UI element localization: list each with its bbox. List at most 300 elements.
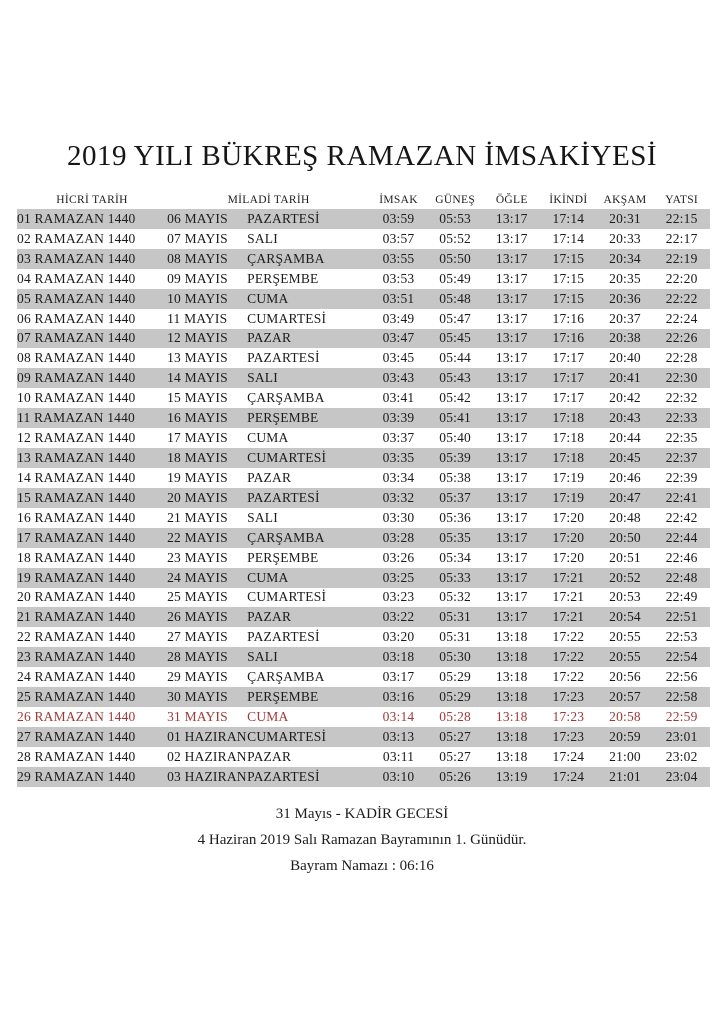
time-cell: 03:34 [382,469,415,485]
miladi-date-cell: 18 MAYIS [167,448,247,468]
time-cell: 22:15 [653,209,710,229]
time-cell: 17:17 [552,390,585,406]
time-cell: 05:43 [427,368,484,388]
time-cell: 20:55 [597,647,654,667]
time-cell: 22:17 [665,230,698,246]
hicri-date-cell: 18 RAMAZAN 1440 [17,549,136,565]
time-cell: 05:31 [427,607,484,627]
col-header-ogle: ÖĞLE [495,194,528,206]
time-cell: 05:28 [439,709,472,724]
miladi-date-cell: 09 MAYIS [167,270,228,286]
time-cell: 03:18 [370,647,427,667]
time-cell: 22:48 [653,568,710,588]
time-cell: 05:32 [439,589,472,605]
time-cell: 20:40 [609,350,641,366]
table-row [17,747,710,767]
time-cell: 13:17 [483,329,540,349]
bayram-day-note: 4 Haziran 2019 Salı Ramazan Bayramının 1. Günüdür. [197,832,527,848]
miladi-date-cell: 21 MAYIS [167,509,228,525]
time-cell: 20:38 [597,329,654,349]
hicri-date-cell: 04 RAMAZAN 1440 [17,270,136,286]
time-cell: 22:59 [665,709,698,724]
time-cell: 03:11 [382,748,415,764]
hicri-date-cell: 13 RAMAZAN 1440 [17,448,167,468]
time-cell: 17:22 [552,669,585,685]
table-row [17,607,710,627]
table-row [17,707,710,727]
col-header-ikindi: İKİNDİ [549,194,588,206]
time-cell: 05:29 [427,687,484,707]
col-header-hicri-tarih: HİCRİ TARİH [56,194,128,206]
time-cell: 05:31 [439,629,472,645]
time-cell: 20:52 [597,568,654,588]
hicri-date-cell: 29 RAMAZAN 1440 [17,767,167,787]
time-cell: 13:18 [495,629,528,645]
table-row [17,667,710,687]
time-cell: 03:55 [370,249,427,269]
time-cell: 17:20 [540,528,597,548]
miladi-date-cell: 02 HAZIRAN [167,748,247,764]
weekday-cell: ÇARŞAMBA [247,390,325,406]
time-cell: 22:30 [653,368,710,388]
time-cell: 17:24 [540,767,597,787]
time-cell: 17:20 [552,549,585,565]
time-cell: 05:45 [427,329,484,349]
time-cell: 03:22 [370,607,427,627]
time-cell: 17:22 [552,629,585,645]
time-cell: 17:22 [540,647,597,667]
time-cell: 20:47 [597,488,654,508]
time-cell: 20:35 [609,270,641,286]
miladi-date-cell: 01 HAZIRAN [167,727,247,747]
time-cell: 22:28 [665,350,698,366]
time-cell: 13:18 [483,647,540,667]
miladi-date-cell: 22 MAYIS [167,528,247,548]
time-cell: 20:58 [609,709,641,724]
time-cell: 20:56 [609,669,641,685]
time-cell: 17:14 [540,209,597,229]
table-row [17,627,710,647]
miladi-date-cell: 11 MAYIS [167,310,228,326]
weekday-cell: CUMARTESİ [247,589,327,605]
time-cell: 17:15 [540,289,597,309]
time-cell: 03:28 [370,528,427,548]
time-cell: 03:45 [382,350,415,366]
time-cell: 22:53 [665,629,698,645]
miladi-date-cell: 20 MAYIS [167,488,247,508]
time-cell: 05:33 [427,568,484,588]
table-header-row [17,191,710,209]
time-cell: 22:41 [653,488,710,508]
weekday-cell: PAZARTESİ [247,350,320,366]
time-cell: 05:29 [439,669,472,685]
table-row [17,488,710,508]
time-cell: 23:02 [665,748,698,764]
time-cell: 22:44 [653,528,710,548]
table-row [17,408,710,428]
time-cell: 03:57 [382,230,415,246]
time-cell: 05:36 [439,509,472,525]
table-row [17,448,710,468]
weekday-cell: SALI [247,230,278,246]
hicri-date-cell: 03 RAMAZAN 1440 [17,249,167,269]
time-cell: 13:17 [495,430,528,446]
table-row [17,727,710,747]
miladi-date-cell: 03 HAZIRAN [167,767,247,787]
time-cell: 20:45 [597,448,654,468]
weekday-cell: ÇARŞAMBA [247,528,370,548]
time-cell: 20:33 [609,230,641,246]
time-cell: 17:20 [552,509,585,525]
weekday-cell: CUMARTESİ [247,310,327,326]
time-cell: 05:50 [427,249,484,269]
time-cell: 22:35 [665,430,698,446]
col-header-aksam: AKŞAM [603,194,647,206]
table-row [17,388,710,408]
time-cell: 20:36 [597,289,654,309]
time-cell: 20:57 [597,687,654,707]
time-cell: 17:15 [552,270,585,286]
time-cell: 05:44 [439,350,472,366]
time-cell: 20:51 [609,549,641,565]
miladi-date-cell: 15 MAYIS [167,390,228,406]
time-cell: 17:21 [540,568,597,588]
page-title: 2019 YILI BÜKREŞ RAMAZAN İMSAKİYESİ [67,140,657,172]
table-row [17,468,710,488]
time-cell: 05:27 [439,748,472,764]
weekday-cell: SALI [247,647,370,667]
miladi-date-cell: 14 MAYIS [167,368,247,388]
time-cell: 22:51 [653,607,710,627]
weekday-cell: ÇARŞAMBA [247,249,370,269]
miladi-date-cell: 25 MAYIS [167,589,228,605]
time-cell: 03:43 [370,368,427,388]
time-cell: 20:44 [609,430,641,446]
time-cell: 13:18 [483,727,540,747]
time-cell: 03:41 [382,390,415,406]
col-header-gunes: GÜNEŞ [435,194,476,206]
time-cell: 03:53 [382,270,415,286]
weekday-cell: PAZAR [247,748,292,764]
time-cell: 20:41 [597,368,654,388]
time-cell: 20:53 [609,589,641,605]
time-cell: 05:48 [427,289,484,309]
time-cell: 22:49 [665,589,698,605]
hicri-date-cell: 19 RAMAZAN 1440 [17,568,167,588]
time-cell: 17:23 [540,687,597,707]
miladi-date-cell: 24 MAYIS [167,568,247,588]
miladi-date-cell: 06 MAYIS [167,209,247,229]
table-row [17,647,710,667]
time-cell: 13:19 [483,767,540,787]
weekday-cell: PERŞEMBE [247,270,319,286]
time-cell: 05:38 [439,469,472,485]
hicri-date-cell: 10 RAMAZAN 1440 [17,390,136,406]
time-cell: 22:54 [653,647,710,667]
time-cell: 13:18 [495,748,528,764]
kadir-gecesi-note: 31 Mayıs - KADİR GECESİ [275,806,449,822]
hicri-date-cell: 27 RAMAZAN 1440 [17,727,167,747]
time-cell: 13:17 [495,509,528,525]
time-cell: 20:48 [609,509,641,525]
time-cell: 05:34 [439,549,472,565]
time-cell: 13:17 [483,249,540,269]
table-row [17,568,710,588]
table-row [17,309,710,329]
time-cell: 05:35 [427,528,484,548]
time-cell: 03:49 [382,310,415,326]
time-cell: 05:40 [439,430,472,446]
time-cell: 13:17 [483,209,540,229]
time-cell: 20:46 [609,469,641,485]
time-cell: 22:20 [665,270,698,286]
hicri-date-cell: 16 RAMAZAN 1440 [17,509,136,525]
table-row [17,687,710,707]
miladi-date-cell: 17 MAYIS [167,430,228,446]
weekday-cell: PAZARTESİ [247,767,370,787]
time-cell: 05:41 [427,408,484,428]
time-cell: 13:18 [495,669,528,685]
hicri-date-cell: 24 RAMAZAN 1440 [17,669,136,685]
table-row [17,767,710,787]
table-row [17,249,710,269]
weekday-cell: PAZAR [247,329,370,349]
time-cell: 22:26 [653,329,710,349]
time-cell: 03:26 [382,549,415,565]
hicri-date-cell: 02 RAMAZAN 1440 [17,230,136,246]
hicri-date-cell: 07 RAMAZAN 1440 [17,329,167,349]
weekday-cell: CUMA [247,289,370,309]
time-cell: 17:16 [540,329,597,349]
weekday-cell: PAZAR [247,469,292,485]
hicri-date-cell: 14 RAMAZAN 1440 [17,469,136,485]
time-cell: 17:23 [540,727,597,747]
time-cell: 13:17 [483,607,540,627]
time-cell: 17:14 [552,230,585,246]
weekday-cell: PAZARTESİ [247,209,370,229]
bayram-namazi-note: Bayram Namazı : 06:16 [290,858,434,874]
time-cell: 22:24 [665,310,698,326]
time-cell: 22:22 [653,289,710,309]
miladi-date-cell: 13 MAYIS [167,350,228,366]
miladi-date-cell: 28 MAYIS [167,647,247,667]
hicri-date-cell: 06 RAMAZAN 1440 [17,310,136,326]
hicri-date-cell: 28 RAMAZAN 1440 [17,748,136,764]
time-cell: 20:50 [597,528,654,548]
table-row [17,368,710,388]
time-cell: 13:17 [495,469,528,485]
time-cell: 22:32 [665,390,698,406]
time-cell: 17:18 [540,448,597,468]
col-header-yatsi: YATSI [665,194,699,206]
time-cell: 13:17 [495,270,528,286]
time-cell: 21:00 [609,748,641,764]
time-cell: 22:42 [665,509,698,525]
time-cell: 13:17 [483,368,540,388]
time-cell: 03:20 [382,629,415,645]
miladi-date-cell: 26 MAYIS [167,607,247,627]
miladi-date-cell: 31 MAYIS [167,709,228,724]
time-cell: 17:21 [540,607,597,627]
time-cell: 13:17 [495,350,528,366]
time-cell: 17:19 [552,469,585,485]
miladi-date-cell: 19 MAYIS [167,469,228,485]
table-row [17,548,710,568]
hicri-date-cell: 11 RAMAZAN 1440 [17,408,167,428]
time-cell: 17:19 [540,488,597,508]
time-cell: 13:18 [495,709,528,724]
time-cell: 03:35 [370,448,427,468]
table-row [17,289,710,309]
time-cell: 05:47 [439,310,472,326]
miladi-date-cell: 10 MAYIS [167,289,247,309]
time-cell: 03:25 [370,568,427,588]
time-cell: 20:42 [609,390,641,406]
time-cell: 22:56 [665,669,698,685]
time-cell: 17:16 [552,310,585,326]
weekday-cell: CUMA [247,568,370,588]
time-cell: 22:33 [653,408,710,428]
footer-notes [0,806,724,884]
time-cell: 03:47 [370,329,427,349]
time-cell: 17:18 [540,408,597,428]
hicri-date-cell: 21 RAMAZAN 1440 [17,607,167,627]
table-row [17,428,710,448]
time-cell: 22:37 [653,448,710,468]
table-row [17,269,710,289]
prayer-times-table [17,191,710,787]
time-cell: 20:37 [609,310,641,326]
weekday-cell: SALI [247,368,370,388]
hicri-date-cell: 17 RAMAZAN 1440 [17,528,167,548]
weekday-cell: PAZAR [247,607,370,627]
table-row [17,588,710,608]
time-cell: 03:16 [370,687,427,707]
time-cell: 17:17 [552,350,585,366]
time-cell: 20:31 [597,209,654,229]
weekday-cell: CUMARTESİ [247,727,370,747]
time-cell: 03:13 [370,727,427,747]
time-cell: 17:23 [552,709,585,724]
col-header-imsak: İMSAK [379,194,418,206]
time-cell: 13:17 [483,289,540,309]
time-cell: 05:53 [427,209,484,229]
time-cell: 17:15 [540,249,597,269]
time-cell: 13:17 [495,310,528,326]
miladi-date-cell: 08 MAYIS [167,249,247,269]
time-cell: 20:34 [597,249,654,269]
time-cell: 13:17 [483,528,540,548]
time-cell: 03:37 [382,430,415,446]
weekday-cell: PERŞEMBE [247,408,370,428]
time-cell: 22:46 [665,549,698,565]
time-cell: 05:52 [439,230,472,246]
time-cell: 03:23 [382,589,415,605]
time-cell: 17:18 [552,430,585,446]
miladi-date-cell: 30 MAYIS [167,687,247,707]
hicri-date-cell: 26 RAMAZAN 1440 [17,709,136,724]
time-cell: 22:58 [653,687,710,707]
time-cell: 05:26 [427,767,484,787]
time-cell: 13:17 [483,448,540,468]
time-cell: 23:01 [653,727,710,747]
time-cell: 20:59 [597,727,654,747]
time-cell: 13:17 [483,568,540,588]
time-cell: 03:32 [370,488,427,508]
hicri-date-cell: 23 RAMAZAN 1440 [17,647,167,667]
time-cell: 22:39 [665,469,698,485]
hicri-date-cell: 01 RAMAZAN 1440 [17,209,167,229]
hicri-date-cell: 05 RAMAZAN 1440 [17,289,167,309]
hicri-date-cell: 20 RAMAZAN 1440 [17,589,136,605]
hicri-date-cell: 08 RAMAZAN 1440 [17,350,136,366]
time-cell: 03:17 [382,669,415,685]
miladi-date-cell: 16 MAYIS [167,408,247,428]
time-cell: 03:14 [382,709,415,724]
miladi-date-cell: 27 MAYIS [167,629,228,645]
table-row [17,508,710,528]
table-row [17,209,710,229]
table-row [17,528,710,548]
hicri-date-cell: 15 RAMAZAN 1440 [17,488,167,508]
miladi-date-cell: 07 MAYIS [167,230,228,246]
time-cell: 13:17 [495,390,528,406]
time-cell: 05:39 [427,448,484,468]
time-cell: 03:59 [370,209,427,229]
table-row [17,348,710,368]
time-cell: 05:37 [427,488,484,508]
weekday-cell: PERŞEMBE [247,549,319,565]
time-cell: 20:55 [609,629,641,645]
time-cell: 17:17 [540,368,597,388]
weekday-cell: PAZARTESİ [247,629,320,645]
time-cell: 05:30 [427,647,484,667]
time-cell: 21:01 [597,767,654,787]
time-cell: 22:19 [653,249,710,269]
time-cell: 05:49 [439,270,472,286]
time-cell: 17:21 [552,589,585,605]
time-cell: 23:04 [653,767,710,787]
hicri-date-cell: 25 RAMAZAN 1440 [17,687,167,707]
weekday-cell: CUMARTESİ [247,448,370,468]
weekday-cell: SALI [247,509,278,525]
hicri-date-cell: 12 RAMAZAN 1440 [17,430,136,446]
table-body [17,209,710,787]
time-cell: 03:30 [382,509,415,525]
weekday-cell: PERŞEMBE [247,687,370,707]
hicri-date-cell: 22 RAMAZAN 1440 [17,629,136,645]
time-cell: 13:18 [483,687,540,707]
time-cell: 13:17 [495,589,528,605]
weekday-cell: ÇARŞAMBA [247,669,325,685]
table-row [17,329,710,349]
weekday-cell: CUMA [247,430,289,446]
time-cell: 20:54 [597,607,654,627]
time-cell: 13:17 [495,230,528,246]
miladi-date-cell: 12 MAYIS [167,329,247,349]
time-cell: 13:17 [483,488,540,508]
time-cell: 13:17 [483,408,540,428]
time-cell: 05:27 [427,727,484,747]
miladi-date-cell: 23 MAYIS [167,549,228,565]
col-header-miladi-tarih: MİLADİ TARİH [227,194,310,206]
time-cell: 03:39 [370,408,427,428]
time-cell: 03:51 [370,289,427,309]
time-cell: 05:42 [439,390,472,406]
miladi-date-cell: 29 MAYIS [167,669,228,685]
hicri-date-cell: 09 RAMAZAN 1440 [17,368,167,388]
time-cell: 17:24 [552,748,585,764]
